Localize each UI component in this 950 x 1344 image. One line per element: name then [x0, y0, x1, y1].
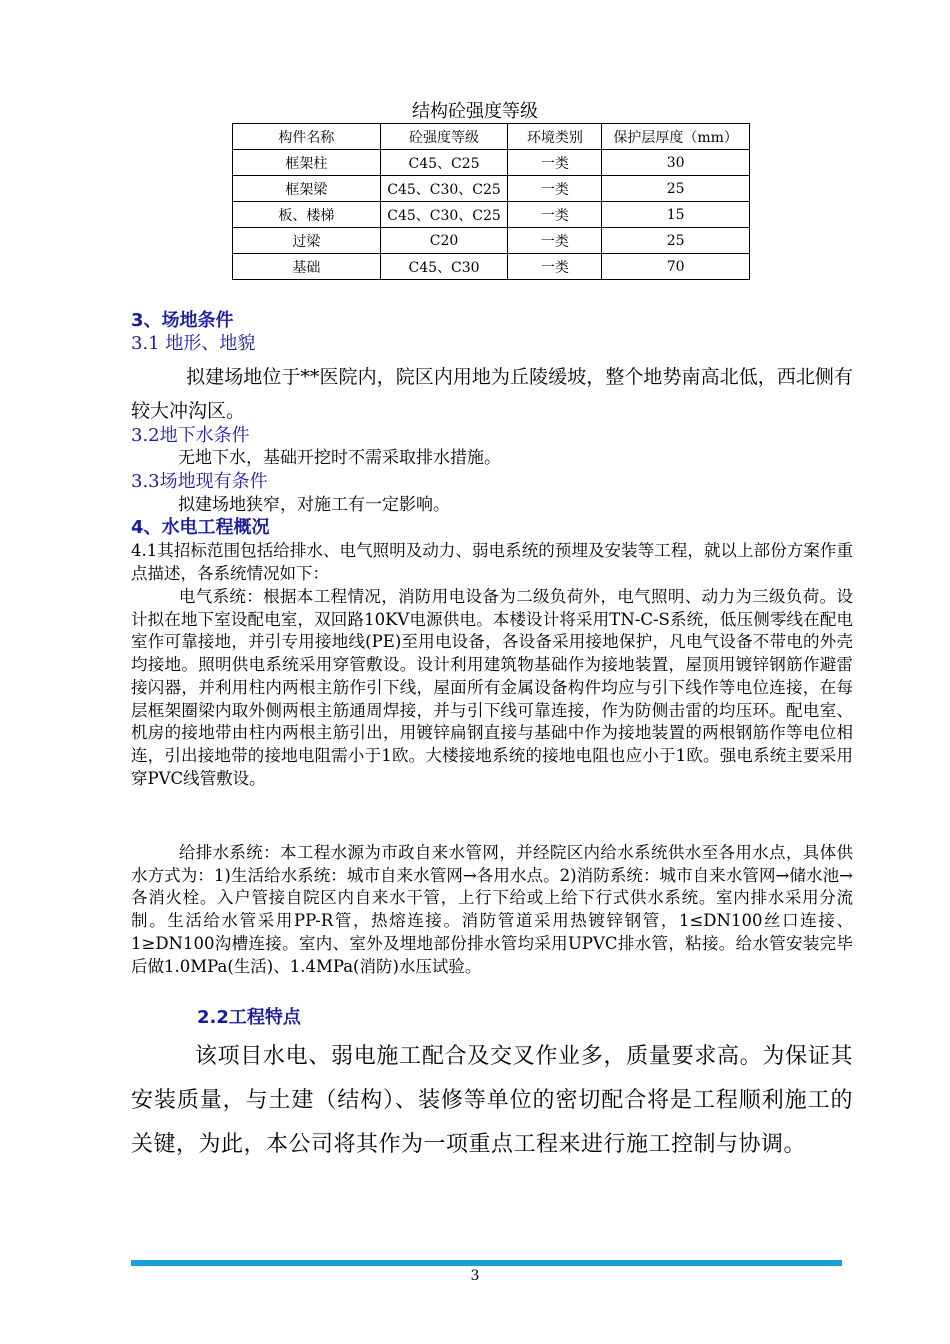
table-cell: 15 — [602, 202, 750, 228]
table-row — [233, 176, 750, 202]
table-cell: C45、C30 — [380, 254, 508, 280]
table-row — [233, 150, 750, 176]
table-cell: 框架柱 — [233, 150, 381, 176]
table-header-cell: 保护层厚度（mm） — [602, 124, 750, 150]
table-cell: 一类 — [508, 254, 602, 280]
table-cell: 一类 — [508, 202, 602, 228]
table-cell: 70 — [602, 254, 750, 280]
section-3-1-heading: 3.1 地形、地貌 — [131, 333, 256, 354]
section-4-1-intro: 4.1其招标范围包括给排水、电气照明及动力、弱电系统的预埋及安装等工程，就以上部份方案作重点描述，各系统情况如下： — [131, 541, 853, 583]
plumbing-system-text: 给排水系统：本工程水源为市政自来水管网，并经院区内给水系统供水至各用水点，具体供水方式为：1)生活给水系统：城市自来水管网→各用水点。2)消防系统：城市自来水管网→储水池→各消火栓。入户管接自院区内自来水干管，上行下给或上给下行式供水系统。室内排水采用分流制。生活给水管采用PP-R管，热熔连接。消防管道采用热镀锌钢管，1≤DN100丝口连接、1≥DN100沟槽连接。室内、室外及埋地部份排水管均采用UPVC排水管，粘接。给水管安装完毕后做1.0MPa(生活)、1.4MPa(消防)水压试验。 — [131, 843, 853, 976]
table-header-cell: 构件名称 — [233, 124, 381, 150]
table-title: 结构砼强度等级 — [412, 101, 538, 122]
concrete-strength-table — [232, 123, 750, 280]
table-cell: C45、C30、C25 — [380, 202, 508, 228]
table-cell: C45、C30、C25 — [380, 176, 508, 202]
section-2-2-heading: 2.2工程特点 — [197, 1007, 301, 1028]
page-number: 3 — [470, 1268, 480, 1284]
table-cell: 25 — [602, 228, 750, 254]
table-header-cell: 环境类别 — [508, 124, 602, 150]
table-row — [233, 228, 750, 254]
section-3-3-text: 拟建场地狭窄，对施工有一定影响。 — [178, 495, 450, 515]
table-cell: 一类 — [508, 150, 602, 176]
section-4-heading: 4、水电工程概况 — [131, 517, 270, 538]
table-row — [233, 202, 750, 228]
section-3-heading: 3、场地条件 — [131, 310, 234, 331]
table-cell: 过梁 — [233, 228, 381, 254]
table-row — [233, 254, 750, 280]
table-cell: C20 — [380, 228, 508, 254]
table-cell: 板、楼梯 — [233, 202, 381, 228]
section-3-3-heading: 3.3场地现有条件 — [131, 471, 268, 492]
table-cell: 30 — [602, 150, 750, 176]
table-header-cell: 砼强度等级 — [380, 124, 508, 150]
table-cell: 基础 — [233, 254, 381, 280]
table-cell: 一类 — [508, 176, 602, 202]
table-header-row — [233, 124, 750, 150]
section-3-2-heading: 3.2地下水条件 — [131, 425, 250, 446]
section-3-1-text: 拟建场地位于**医院内，院区内用地为丘陵缓坡，整个地势南高北低，西北侧有较大冲沟区。 — [131, 366, 853, 422]
table-cell: 一类 — [508, 228, 602, 254]
electrical-system-text: 电气系统：根据本工程情况，消防用电设备为二级负荷外，电气照明、动力为三级负荷。设计拟在地下室设配电室，双回路10KV电源供电。本楼设计将采用TN-C-S系统，低压侧零线在配电室作可靠接地，并引专用接地线(PE)至用电设备，各设备采用接地保护，凡电气设备不带电的外壳均接地。照明供电系统采用穿管敷设。设计利用建筑物基础作为接地装置，屋顶用镀锌钢筋作避雷接闪器，并利用柱内两根主筋作引下线，屋面所有金属设备构件均应与引下线作等电位连接，在每层框架圈梁内取外侧两根主筋通周焊接，并与引下线可靠连接，作为防侧击雷的均压环。配电室、机房的接地带由柱内两根主筋引出，用镀锌扁钢直接与基础中作为接地装置的两根钢筋作等电位相连，引出接地带的接地电阻需小于1欧。大楼接地系统的接地电阻也应小于1欧。强电系统主要采用穿PVC线管敷设。 — [131, 587, 853, 788]
section-3-2-text: 无地下水，基础开挖时不需采取排水措施。 — [178, 448, 501, 468]
table-cell: C45、C25 — [380, 150, 508, 176]
section-2-2-text: 该项目水电、弱电施工配合及交叉作业多，质量要求高。为保证其安装质量，与土建（结构）、装修等单位的密切配合将是工程顺利施工的关键，为此，本公司将其作为一项重点工程来进行施工控制与协调。 — [131, 1044, 853, 1157]
table-cell: 框架梁 — [233, 176, 381, 202]
table-cell: 25 — [602, 176, 750, 202]
